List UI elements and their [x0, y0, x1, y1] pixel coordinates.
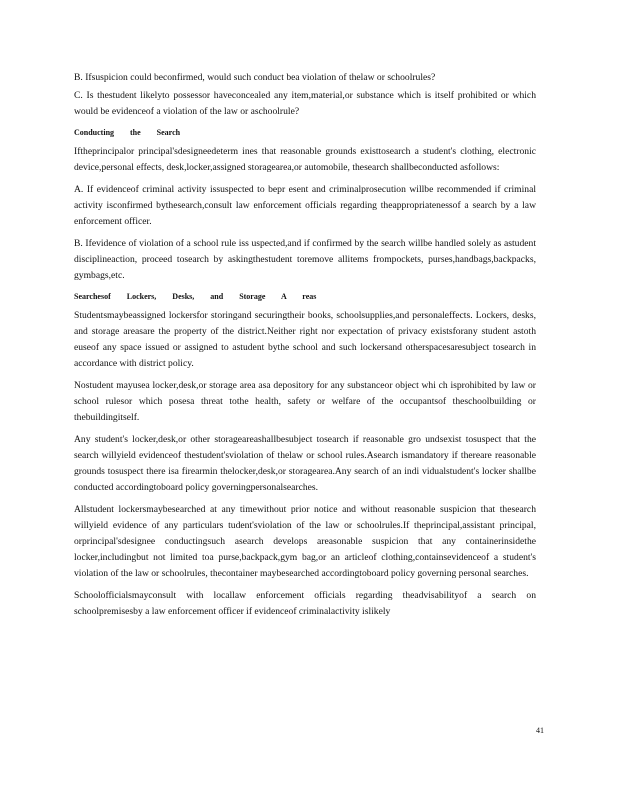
paragraph-principal-search: Iftheprincipalor principal'sdesigneedeterm ines that reasonable grounds existtosearch a student's clothing, electronic device,personal effects, desk,locker,assigned storagearea,or automobile, thesearch shallbeconducted asfollows:	[74, 146, 536, 173]
document-body	[74, 70, 536, 626]
paragraph-c: C. Is thestudent likelyto possessor haveconcealed any item,material,or substance which is itself prohibited or which would be evidenceof a violation of the law or aschoolrule?	[74, 90, 536, 117]
heading-searches-lockers: Searchesof Lockers, Desks, and Storage A reas	[74, 292, 317, 301]
paragraph-school-rule: B. Ifevidence of violation of a school rule iss uspected,and if confirmed by the search willbe handled solely as astudent disciplineaction, proceed tosearch by askingthestudent toremove allitems frompockets, purses,handbags,backpacks, gymbags,etc.	[74, 238, 536, 281]
paragraph-b: B. Ifsuspicion could beconfirmed, would such conduct bea violation of thelaw or schoolrules?	[74, 72, 436, 83]
paragraph-criminal-activity: A. If evidenceof criminal activity issuspected to bepr esent and criminalprosecution willbe recommended if criminal activity isconfirmed bythesearch,consult law enforcement officials regarding theappropriatenessof a search by a law enforcement officer.	[74, 184, 536, 227]
paragraph-reasonable-grounds: Any student's locker,desk,or other storageareashallbesubject tosearch if reasonable gro undsexist tosuspect that the search willyield evidenceof thestudent'sviolation of thelaw or school rules.Asearch ismandatory if thereare reasonable grounds tosuspect there isa firearmin thelocker,desk,or storagearea.Any search of an indi vidualstudent's locker shallbe conducted accordingtoboard policy governingpersonalsearches.	[74, 434, 536, 493]
page-number: 41	[536, 726, 544, 735]
paragraph-no-depository: Nostudent mayusea locker,desk,or storage area asa depository for any substanceor object whi ch isprohibited by law or school rulesor which posesa threat tothe health, safety or welfare of the occupantsof theschoolbuilding or thebuildingitself.	[74, 380, 536, 423]
heading-conducting-search: Conducting the Search	[74, 128, 181, 137]
paragraph-law-enforcement: Schoolofficialsmayconsult with locallaw enforcement officials regarding theadvisabilityof a search on schoolpremisesby a law enforcement officer if evidenceof criminalactivity islikely	[74, 590, 536, 617]
paragraph-lockers-assigned: Studentsmaybeassigned lockersfor storingand securingtheir books, schoolsupplies,and personaleffects. Lockers, desks, and storage areasare the property of the district.Neither right nor expectation of privacy existsforany student astoth euseof any space issued or assigned to astudent bythe school and such lockersand otherspacesaresubject tosearch in accordance with district policy.	[74, 310, 536, 369]
paragraph-all-lockers: Allstudent lockersmaybesearched at any timewithout prior notice and without reasonable suspicion that thesearch willyield evidence of any particulars tudent'sviolation of the law or schoolrules.If theprincipal,assistant principal, orprincipal'sdesignee conductingsuch asearch develops areasonable suspicion that any containerinsidethe locker,includingbut not limited toa purse,backpack,gym bag,or an articleof clothing,containsevidenceof a student's violation of the law or schoolrules, thecontainer maybesearched accordingtoboard policy governing personal searches.	[74, 504, 536, 579]
